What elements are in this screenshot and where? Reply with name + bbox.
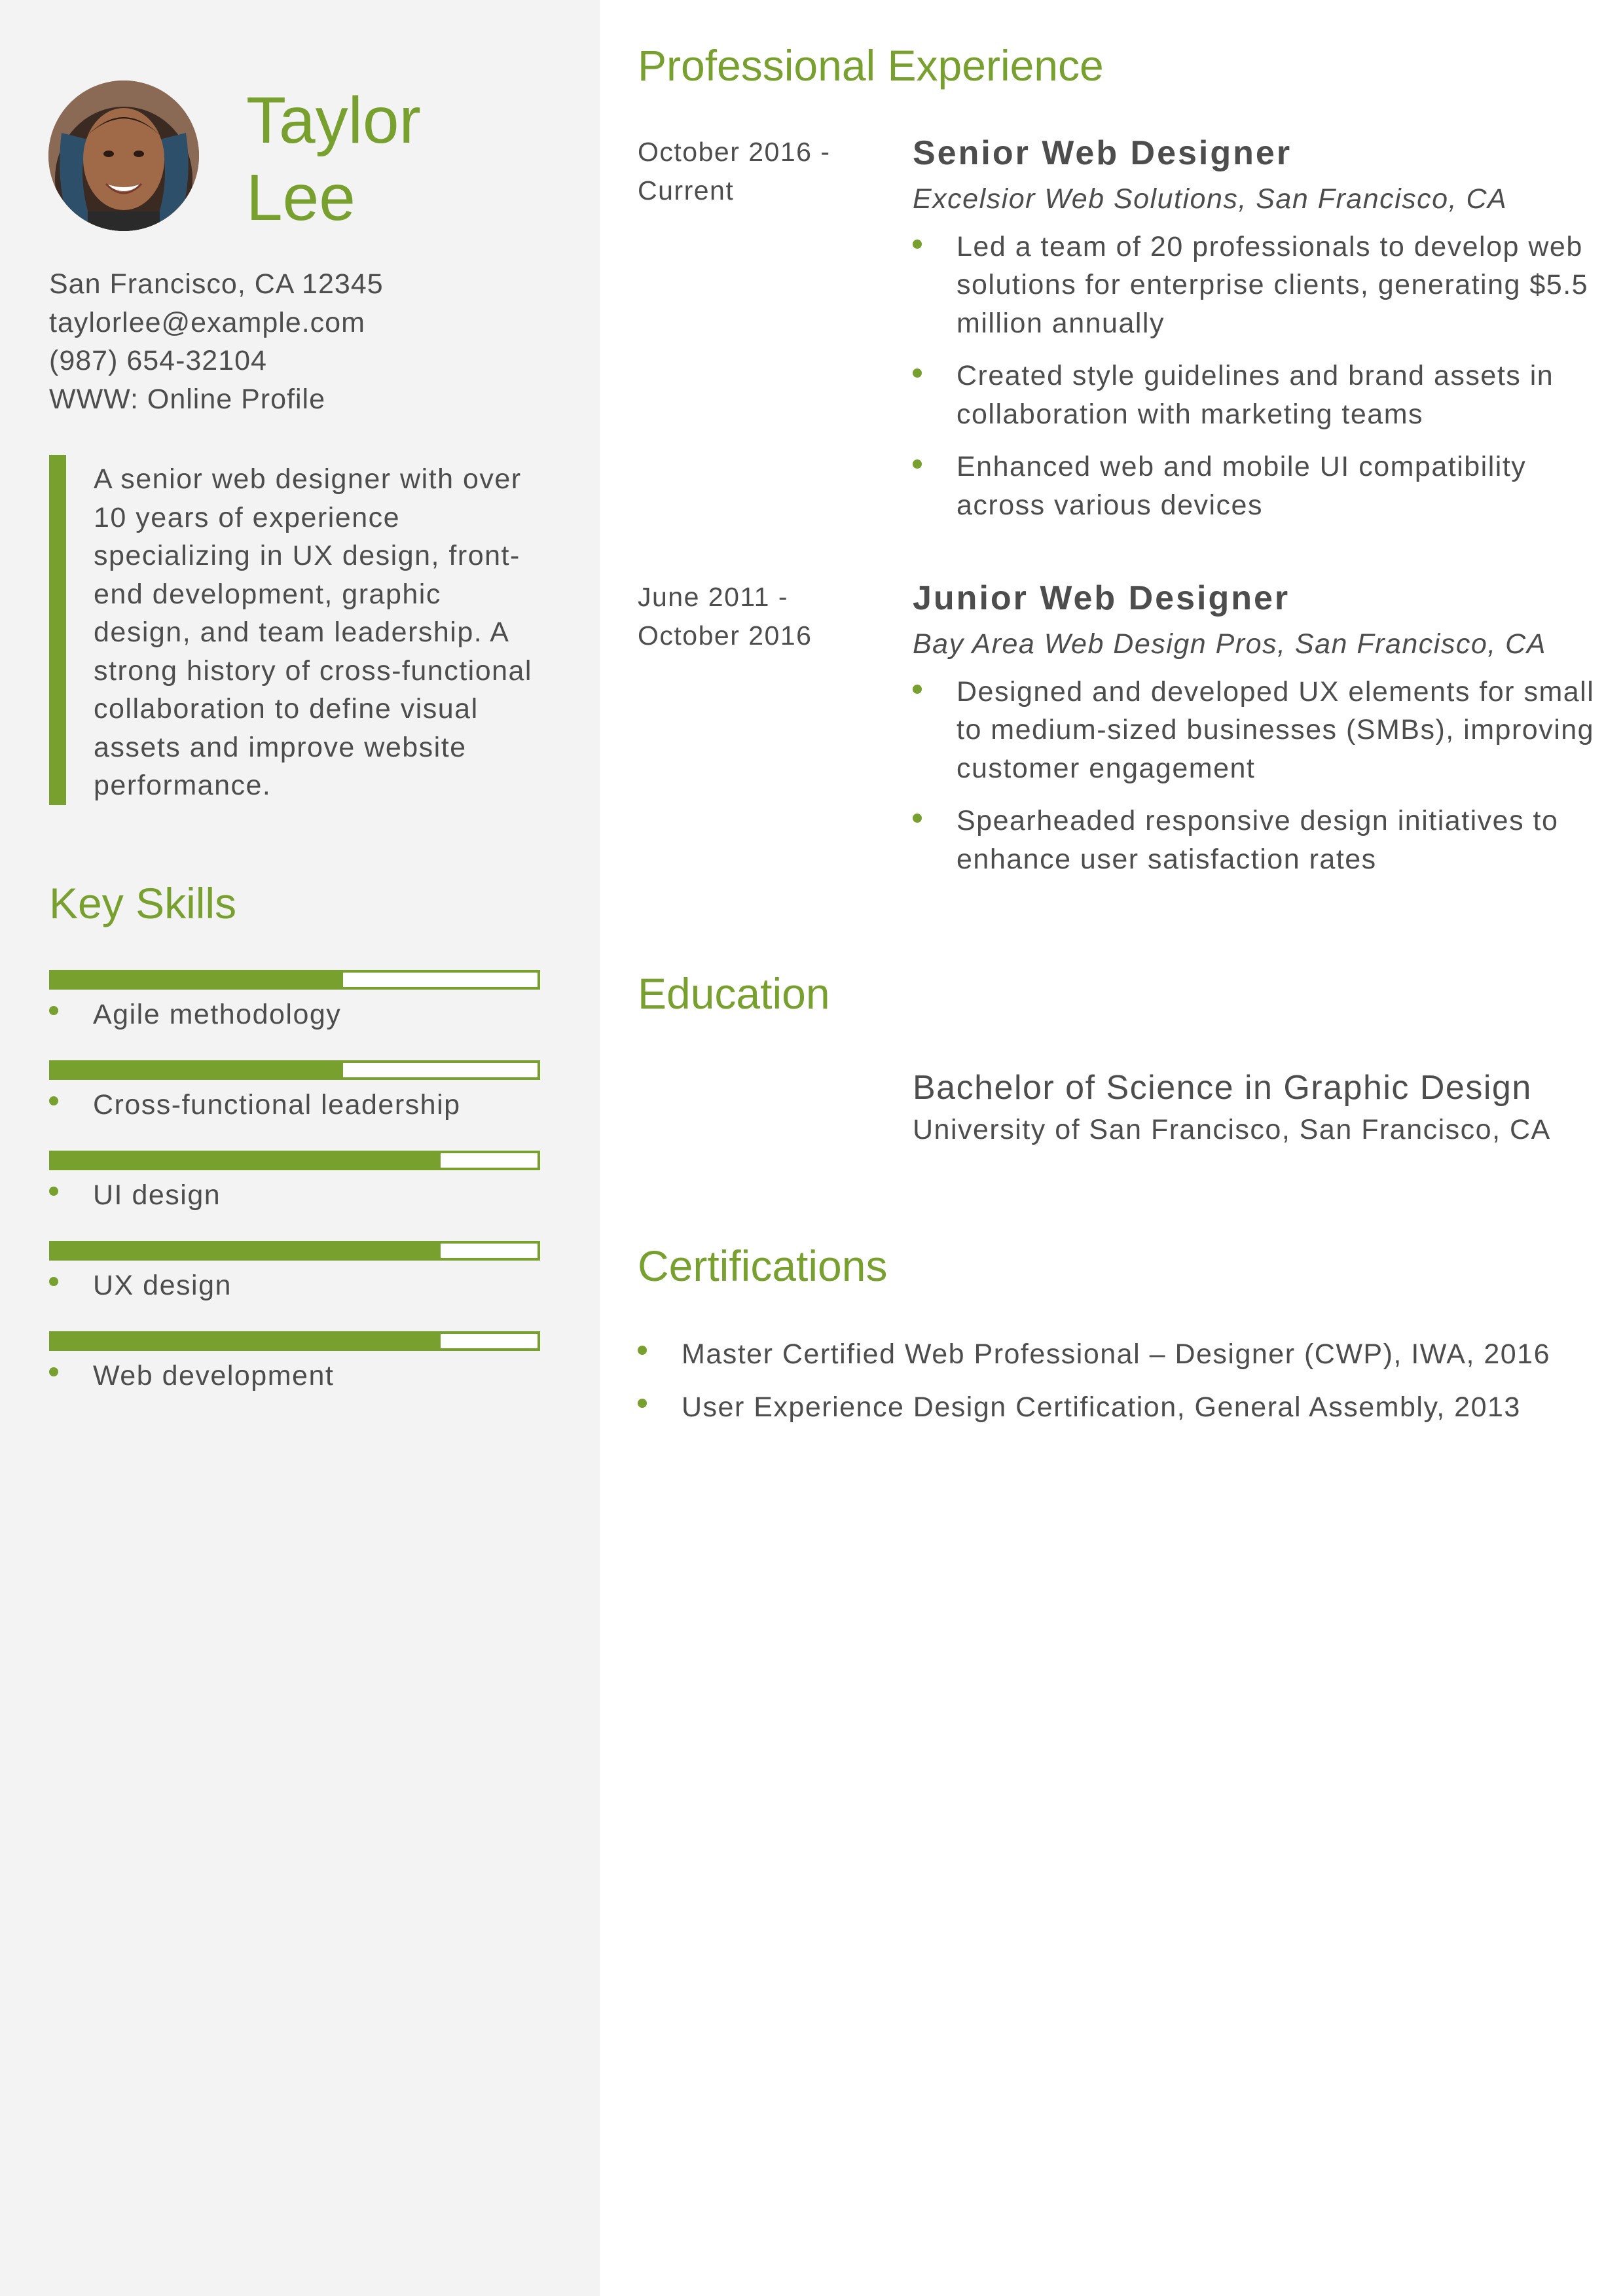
bullet-icon xyxy=(913,814,922,823)
portrait-image xyxy=(48,81,199,231)
job-date-end: October 2016 xyxy=(638,620,812,651)
skill-level-bar xyxy=(49,1151,540,1170)
skill-level-bar xyxy=(49,1241,540,1261)
job-bullet xyxy=(913,802,1607,878)
skill-label: UI design xyxy=(93,1179,221,1211)
job-bullet xyxy=(913,357,1607,433)
job-bullet xyxy=(913,228,1607,343)
skill-level-bar xyxy=(49,1060,540,1080)
job-bullet-text: Led a team of 20 professionals to develop web solutions for enterprise clients, generating $5.5 million annually xyxy=(957,230,1589,339)
certification-text: Master Certified Web Professional – Designer (CWP), IWA, 2016 xyxy=(682,1338,1550,1370)
bullet-icon xyxy=(638,1346,647,1355)
job-dates xyxy=(638,578,886,655)
experience-heading: Professional Experience xyxy=(638,41,1104,90)
phone: (987) 654-32104 xyxy=(49,345,267,376)
education-entry xyxy=(913,1065,1607,1149)
skill-level-fill xyxy=(52,1244,441,1258)
job-bullet xyxy=(913,673,1607,788)
certifications-list xyxy=(638,1335,1607,1441)
certifications-heading: Certifications xyxy=(638,1242,888,1290)
sidebar xyxy=(0,0,600,2296)
job-company: Bay Area Web Design Pros, San Francisco, CA xyxy=(913,628,1546,660)
first-name: Taylor xyxy=(246,84,421,157)
skills-heading: Key Skills xyxy=(49,879,237,927)
skill-level-bar xyxy=(49,970,540,990)
job-bullets xyxy=(913,228,1607,525)
summary-block xyxy=(49,455,547,805)
bullet-icon xyxy=(913,459,922,469)
skill-item xyxy=(49,1241,540,1331)
job-date-end: Current xyxy=(638,175,735,206)
skill-item xyxy=(49,1331,540,1422)
skill-label: Agile methodology xyxy=(93,999,342,1030)
job-date-start: June 2011 - xyxy=(638,582,789,612)
bullet-icon xyxy=(49,1096,58,1105)
skills-list xyxy=(49,970,540,1422)
website-link[interactable]: WWW: Online Profile xyxy=(49,383,325,415)
skill-label: Web development xyxy=(93,1360,335,1391)
summary-text: A senior web designer with over 10 years of experience specializing in UX design, front-end development, graphic design, and team leadership. A strong history of cross-functional collaboration to define visual assets and improve website performance. xyxy=(94,463,532,801)
skill-label: UX design xyxy=(93,1270,232,1301)
last-name: Lee xyxy=(246,161,356,234)
bullet-icon xyxy=(913,240,922,249)
skill-level-fill xyxy=(52,1063,343,1077)
main-content xyxy=(600,0,1623,2296)
skill-item xyxy=(49,1151,540,1241)
job-details xyxy=(913,578,1607,893)
bullet-icon xyxy=(913,685,922,694)
contact-info xyxy=(49,265,573,418)
skill-level-fill xyxy=(52,973,343,987)
job-title: Junior Web Designer xyxy=(913,579,1290,617)
job-dates xyxy=(638,133,886,209)
bullet-icon xyxy=(49,1006,58,1015)
certification-text: User Experience Design Certification, General Assembly, 2013 xyxy=(682,1391,1521,1423)
candidate-name xyxy=(246,82,574,236)
skill-level-fill xyxy=(52,1334,441,1348)
bullet-icon xyxy=(913,368,922,378)
job-bullet-text: Spearheaded responsive design initiatives to enhance user satisfaction rates xyxy=(957,805,1559,875)
skill-level-bar xyxy=(49,1331,540,1351)
bullet-icon xyxy=(49,1187,58,1196)
job-details xyxy=(913,133,1607,539)
bullet-icon xyxy=(49,1277,58,1286)
bullet-icon xyxy=(49,1367,58,1376)
job-bullet-text: Enhanced web and mobile UI compatibility across various devices xyxy=(957,451,1527,521)
education-heading: Education xyxy=(638,969,830,1018)
job-bullet xyxy=(913,448,1607,524)
profile-photo xyxy=(48,81,199,231)
skill-item xyxy=(49,1060,540,1151)
job-bullet-text: Created style guidelines and brand assets in collaboration with marketing teams xyxy=(957,360,1554,430)
location: San Francisco, CA 12345 xyxy=(49,268,384,300)
job-bullets xyxy=(913,673,1607,879)
skill-label: Cross-functional leadership xyxy=(93,1089,461,1121)
job-title: Senior Web Designer xyxy=(913,134,1292,172)
bullet-icon xyxy=(638,1399,647,1408)
degree: Bachelor of Science in Graphic Design xyxy=(913,1069,1532,1107)
job-company: Excelsior Web Solutions, San Francisco, CA xyxy=(913,183,1508,215)
skill-item xyxy=(49,970,540,1060)
job-bullet-text: Designed and developed UX elements for small to medium-sized businesses (SMBs), improving customer engagement xyxy=(957,675,1595,784)
job-date-start: October 2016 - xyxy=(638,137,831,167)
skill-level-fill xyxy=(52,1153,441,1168)
school: University of San Francisco, San Francisco, CA xyxy=(913,1114,1551,1145)
email: taylorlee@example.com xyxy=(49,306,365,338)
certification-item xyxy=(638,1335,1607,1374)
certification-item xyxy=(638,1388,1607,1427)
